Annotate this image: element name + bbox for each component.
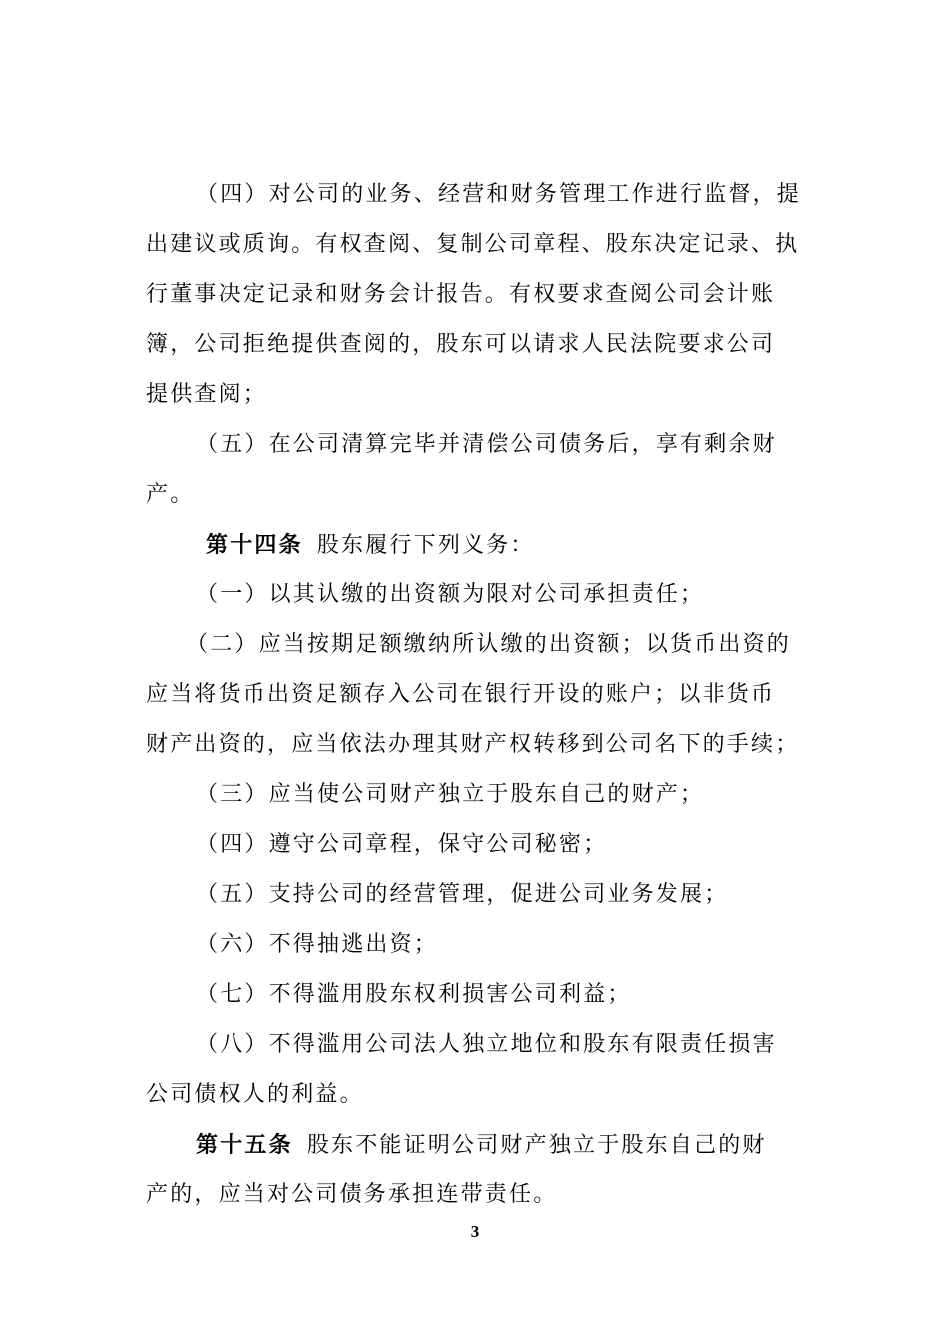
paragraph-line: 应当将货币出资足额存入公司在银行开设的账户；以非货币	[146, 682, 776, 707]
list-item: （四）遵守公司章程，保守公司秘密；	[196, 832, 608, 857]
paragraph-line: 财产出资的，应当依法办理其财产权转移到公司名下的手续；	[146, 732, 800, 757]
list-item: （三）应当使公司财产独立于股东自己的财产；	[196, 782, 705, 807]
paragraph-line: 提供查阅；	[146, 382, 268, 407]
list-item: （七）不得滥用股东权利损害公司利益；	[196, 982, 632, 1007]
paragraph-line: 出建议或质询。有权查阅、复制公司章程、股东决定记录、执	[146, 232, 800, 257]
list-item: （六）不得抽逃出资；	[196, 932, 439, 957]
list-item: （五）支持公司的经营管理，促进公司业务发展；	[196, 882, 729, 907]
paragraph-line: 产的，应当对公司债务承担连带责任。	[146, 1182, 558, 1207]
article-14-line	[206, 530, 535, 560]
article-15-line	[196, 1130, 767, 1160]
paragraph-line: 公司债权人的利益。	[146, 1082, 364, 1107]
paragraph-line: （五）在公司清算完毕并清偿公司债务后，享有剩余财	[196, 432, 777, 457]
page-number: 3	[470, 1222, 480, 1241]
article-14-heading: 第十四条	[206, 532, 303, 558]
paragraph-line: 行董事决定记录和财务会计报告。有权要求查阅公司会计账	[146, 282, 776, 307]
list-item: （八）不得滥用公司法人独立地位和股东有限责任损害	[196, 1032, 777, 1057]
paragraph-line: 产。	[146, 482, 195, 507]
list-item: （一）以其认缴的出资额为限对公司承担责任；	[196, 582, 705, 607]
article-15-text: 股东不能证明公司财产独立于股东自己的财	[306, 1133, 767, 1158]
article-15-heading: 第十五条	[196, 1132, 293, 1158]
paragraph-line: （四）对公司的业务、经营和财务管理工作进行监督，提	[196, 182, 802, 207]
paragraph-line: 簿，公司拒绝提供查阅的，股东可以请求人民法院要求公司	[146, 332, 776, 357]
list-item: （二）应当按期足额缴纳所认缴的出资额；以货币出资的	[186, 632, 792, 657]
article-14-text: 股东履行下列义务：	[316, 533, 535, 558]
